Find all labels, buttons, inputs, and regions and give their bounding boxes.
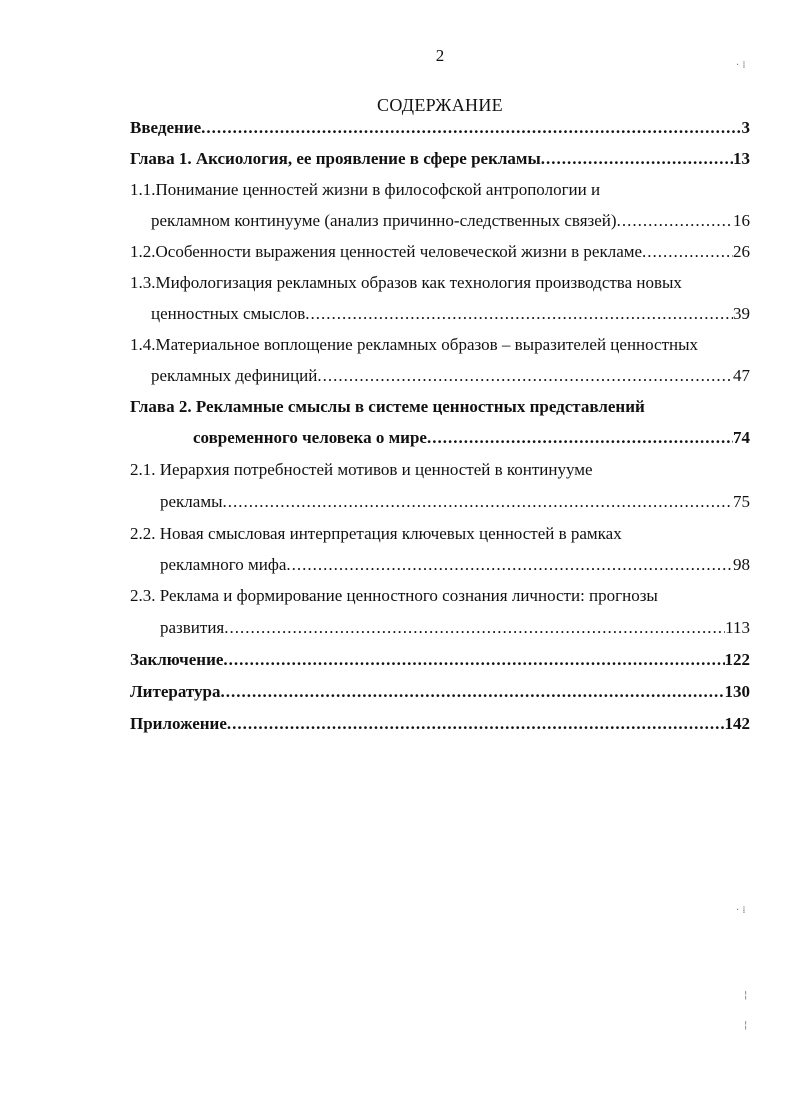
toc-entry-chapter-2-line-1: Глава 2. Рекламные смыслы в системе ценностных представлений	[130, 397, 645, 416]
leader-dots	[224, 616, 725, 640]
toc-entry-text: Приложение	[130, 714, 227, 733]
leader-dots	[227, 712, 725, 736]
toc-entry-text: рекламного мифа	[160, 555, 287, 574]
scan-artifact-mark: · ⁞	[736, 905, 746, 916]
toc-entry-intro[interactable]	[130, 116, 750, 140]
leader-dots	[541, 147, 733, 171]
toc-entry-1-3-line-1: 1.3.Мифологизация рекламных образов как технология производства новых	[130, 273, 682, 292]
toc-entry-text: Заключение	[130, 650, 224, 669]
toc-entry-text: Глава 1. Аксиология, ее проявление в сфере рекламы	[130, 149, 541, 168]
leader-dots	[617, 209, 733, 233]
toc-entry-page: 39	[733, 304, 750, 323]
toc-entry-text: рекламных дефиниций	[151, 366, 318, 385]
toc-entry-2-1[interactable]	[160, 490, 750, 514]
toc-entry-page: 113	[725, 618, 750, 637]
leader-dots	[201, 116, 741, 140]
toc-entry-page: 13	[733, 149, 750, 168]
toc-entry-text: рекламном континууме (анализ причинно-следственных связей)	[151, 211, 617, 230]
leader-dots	[642, 240, 733, 264]
toc-entry-text: ценностных смыслов	[151, 304, 306, 323]
toc-entry-2-1-line-1: 2.1. Иерархия потребностей мотивов и ценностей в континууме	[130, 460, 593, 479]
scan-artifact-mark: ¦	[744, 1020, 748, 1031]
toc-entry-2-3-line-1: 2.3. Реклама и формирование ценностного сознания личности: прогнозы	[130, 586, 658, 605]
toc-entry-chapter-2[interactable]	[193, 426, 750, 450]
toc-entry-chapter-1[interactable]	[130, 147, 750, 171]
toc-entry-1-2[interactable]	[130, 240, 750, 264]
toc-entry-1-1[interactable]	[151, 209, 750, 233]
toc-entry-page: 122	[724, 650, 750, 669]
toc-entry-text: развития	[160, 618, 225, 637]
leader-dots	[223, 490, 733, 514]
page-number: 2	[435, 46, 445, 65]
toc-entry-conclusion[interactable]	[130, 648, 750, 672]
toc-entry-text: 1.2.Особенности выражения ценностей человеческой жизни в рекламе	[130, 242, 643, 261]
toc-entry-text: Литература	[130, 682, 221, 701]
leader-dots	[223, 648, 724, 672]
leader-dots	[317, 364, 733, 388]
toc-entry-text: рекламы	[160, 492, 223, 511]
toc-entry-page: 130	[724, 682, 750, 701]
toc-entry-page: 74	[733, 428, 750, 447]
toc-entry-literature[interactable]	[130, 680, 750, 704]
leader-dots	[286, 553, 733, 577]
leader-dots	[220, 680, 724, 704]
toc-entry-text: современного человека о мире	[193, 428, 427, 447]
toc-entry-page: 142	[724, 714, 750, 733]
toc-entry-1-3[interactable]	[151, 302, 750, 326]
scan-artifact-mark: · ⁞	[736, 60, 746, 71]
leader-dots	[427, 426, 733, 450]
toc-title: СОДЕРЖАНИЕ	[377, 95, 503, 115]
toc-entry-2-3[interactable]	[160, 616, 750, 640]
toc-entry-1-1-line-1: 1.1.Понимание ценностей жизни в философской антропологии и	[130, 180, 601, 199]
toc-entry-page: 47	[733, 366, 750, 385]
toc-entry-page: 16	[733, 211, 750, 230]
toc-entry-page: 75	[733, 492, 750, 511]
toc-entry-appendix[interactable]	[130, 712, 750, 736]
toc-entry-1-4[interactable]	[151, 364, 750, 388]
toc-entry-1-4-line-1: 1.4.Материальное воплощение рекламных образов – выразителей ценностных	[130, 335, 699, 354]
toc-entry-page: 3	[741, 118, 750, 137]
toc-entry-2-2[interactable]	[160, 553, 750, 577]
toc-entry-text: Введение	[130, 118, 202, 137]
scan-artifact-mark: ¦	[744, 990, 748, 1001]
toc-entry-page: 98	[733, 555, 750, 574]
leader-dots	[305, 302, 733, 326]
toc-entry-2-2-line-1: 2.2. Новая смысловая интерпретация ключевых ценностей в рамках	[130, 524, 622, 543]
toc-entry-page: 26	[733, 242, 750, 261]
